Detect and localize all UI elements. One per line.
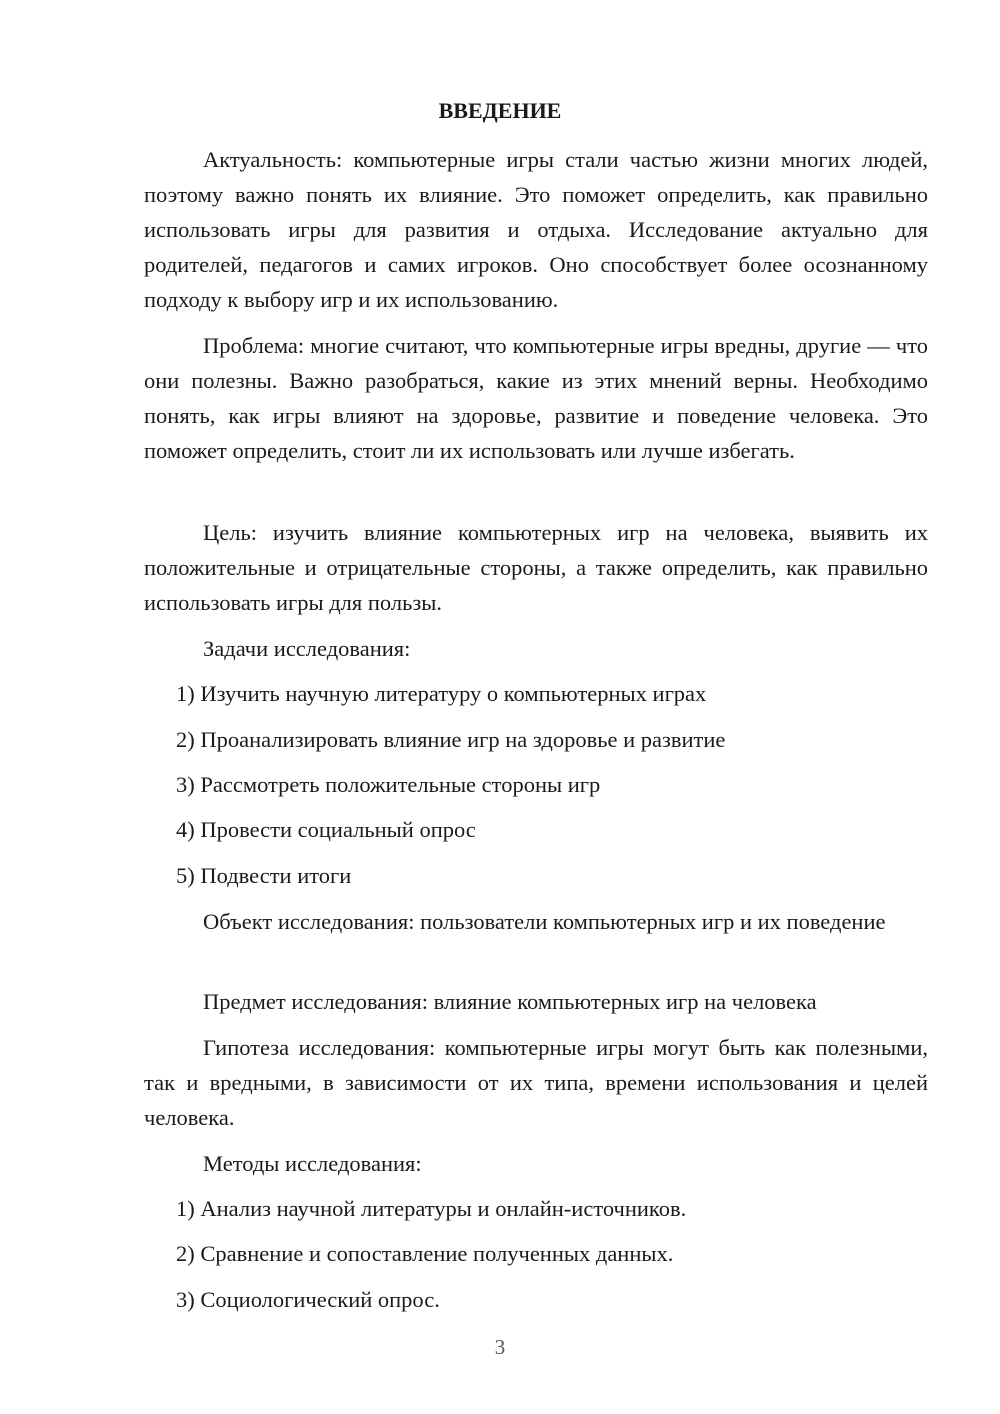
method-item-3: 3) Социологический опрос. xyxy=(176,1287,440,1312)
method-item-1: 1) Анализ научной литературы и онлайн-источников. xyxy=(176,1196,687,1221)
task-item-5: 5) Подвести итоги xyxy=(176,863,352,888)
task-item-1: 1) Изучить научную литературу о компьютерных играх xyxy=(176,681,707,706)
paragraph-problem: Проблема: многие считают, что компьютерные игры вредны, другие — что они полезны. Важно разобраться, какие из этих мнений верны. Необходимо понять, как игры влияют на здоровье, развитие и поведение человека. Это поможет определить, стоит ли их использовать или лучше избегать. xyxy=(144,333,928,463)
task-item-3: 3) Рассмотреть положительные стороны игр xyxy=(176,772,601,797)
page-number: 3 xyxy=(494,1335,506,1359)
task-item-2: 2) Проанализировать влияние игр на здоровье и развитие xyxy=(176,727,726,752)
paragraph-goal: Цель: изучить влияние компьютерных игр на человека, выявить их положительные и отрицательные стороны, а также определить, как правильно использовать игры для пользы. xyxy=(144,520,928,615)
paragraph-hypothesis: Гипотеза исследования: компьютерные игры могут быть как полезными, так и вредными, в зависимости от их типа, времени использования и целей человека. xyxy=(144,1035,928,1130)
paragraph-object: Объект исследования: пользователи компьютерных игр и их поведение xyxy=(203,909,886,934)
method-item-2: 2) Сравнение и сопоставление полученных данных. xyxy=(176,1241,674,1266)
page-title: ВВЕДЕНИЕ xyxy=(438,98,562,123)
methods-heading: Методы исследования: xyxy=(203,1151,422,1176)
task-item-4: 4) Провести социальный опрос xyxy=(176,817,476,842)
paragraph-relevance: Актуальность: компьютерные игры стали частью жизни многих людей, поэтому важно понять их влияние. Это поможет определить, как правильно использовать игры для развития и отдыха. Исследование актуально для родителей, педагогов и самих игроков. Оно способствует более осознанному подходу к выбору игр и их использованию. xyxy=(144,147,928,312)
paragraph-subject: Предмет исследования: влияние компьютерных игр на человека xyxy=(203,989,817,1014)
tasks-heading: Задачи исследования: xyxy=(203,636,411,661)
